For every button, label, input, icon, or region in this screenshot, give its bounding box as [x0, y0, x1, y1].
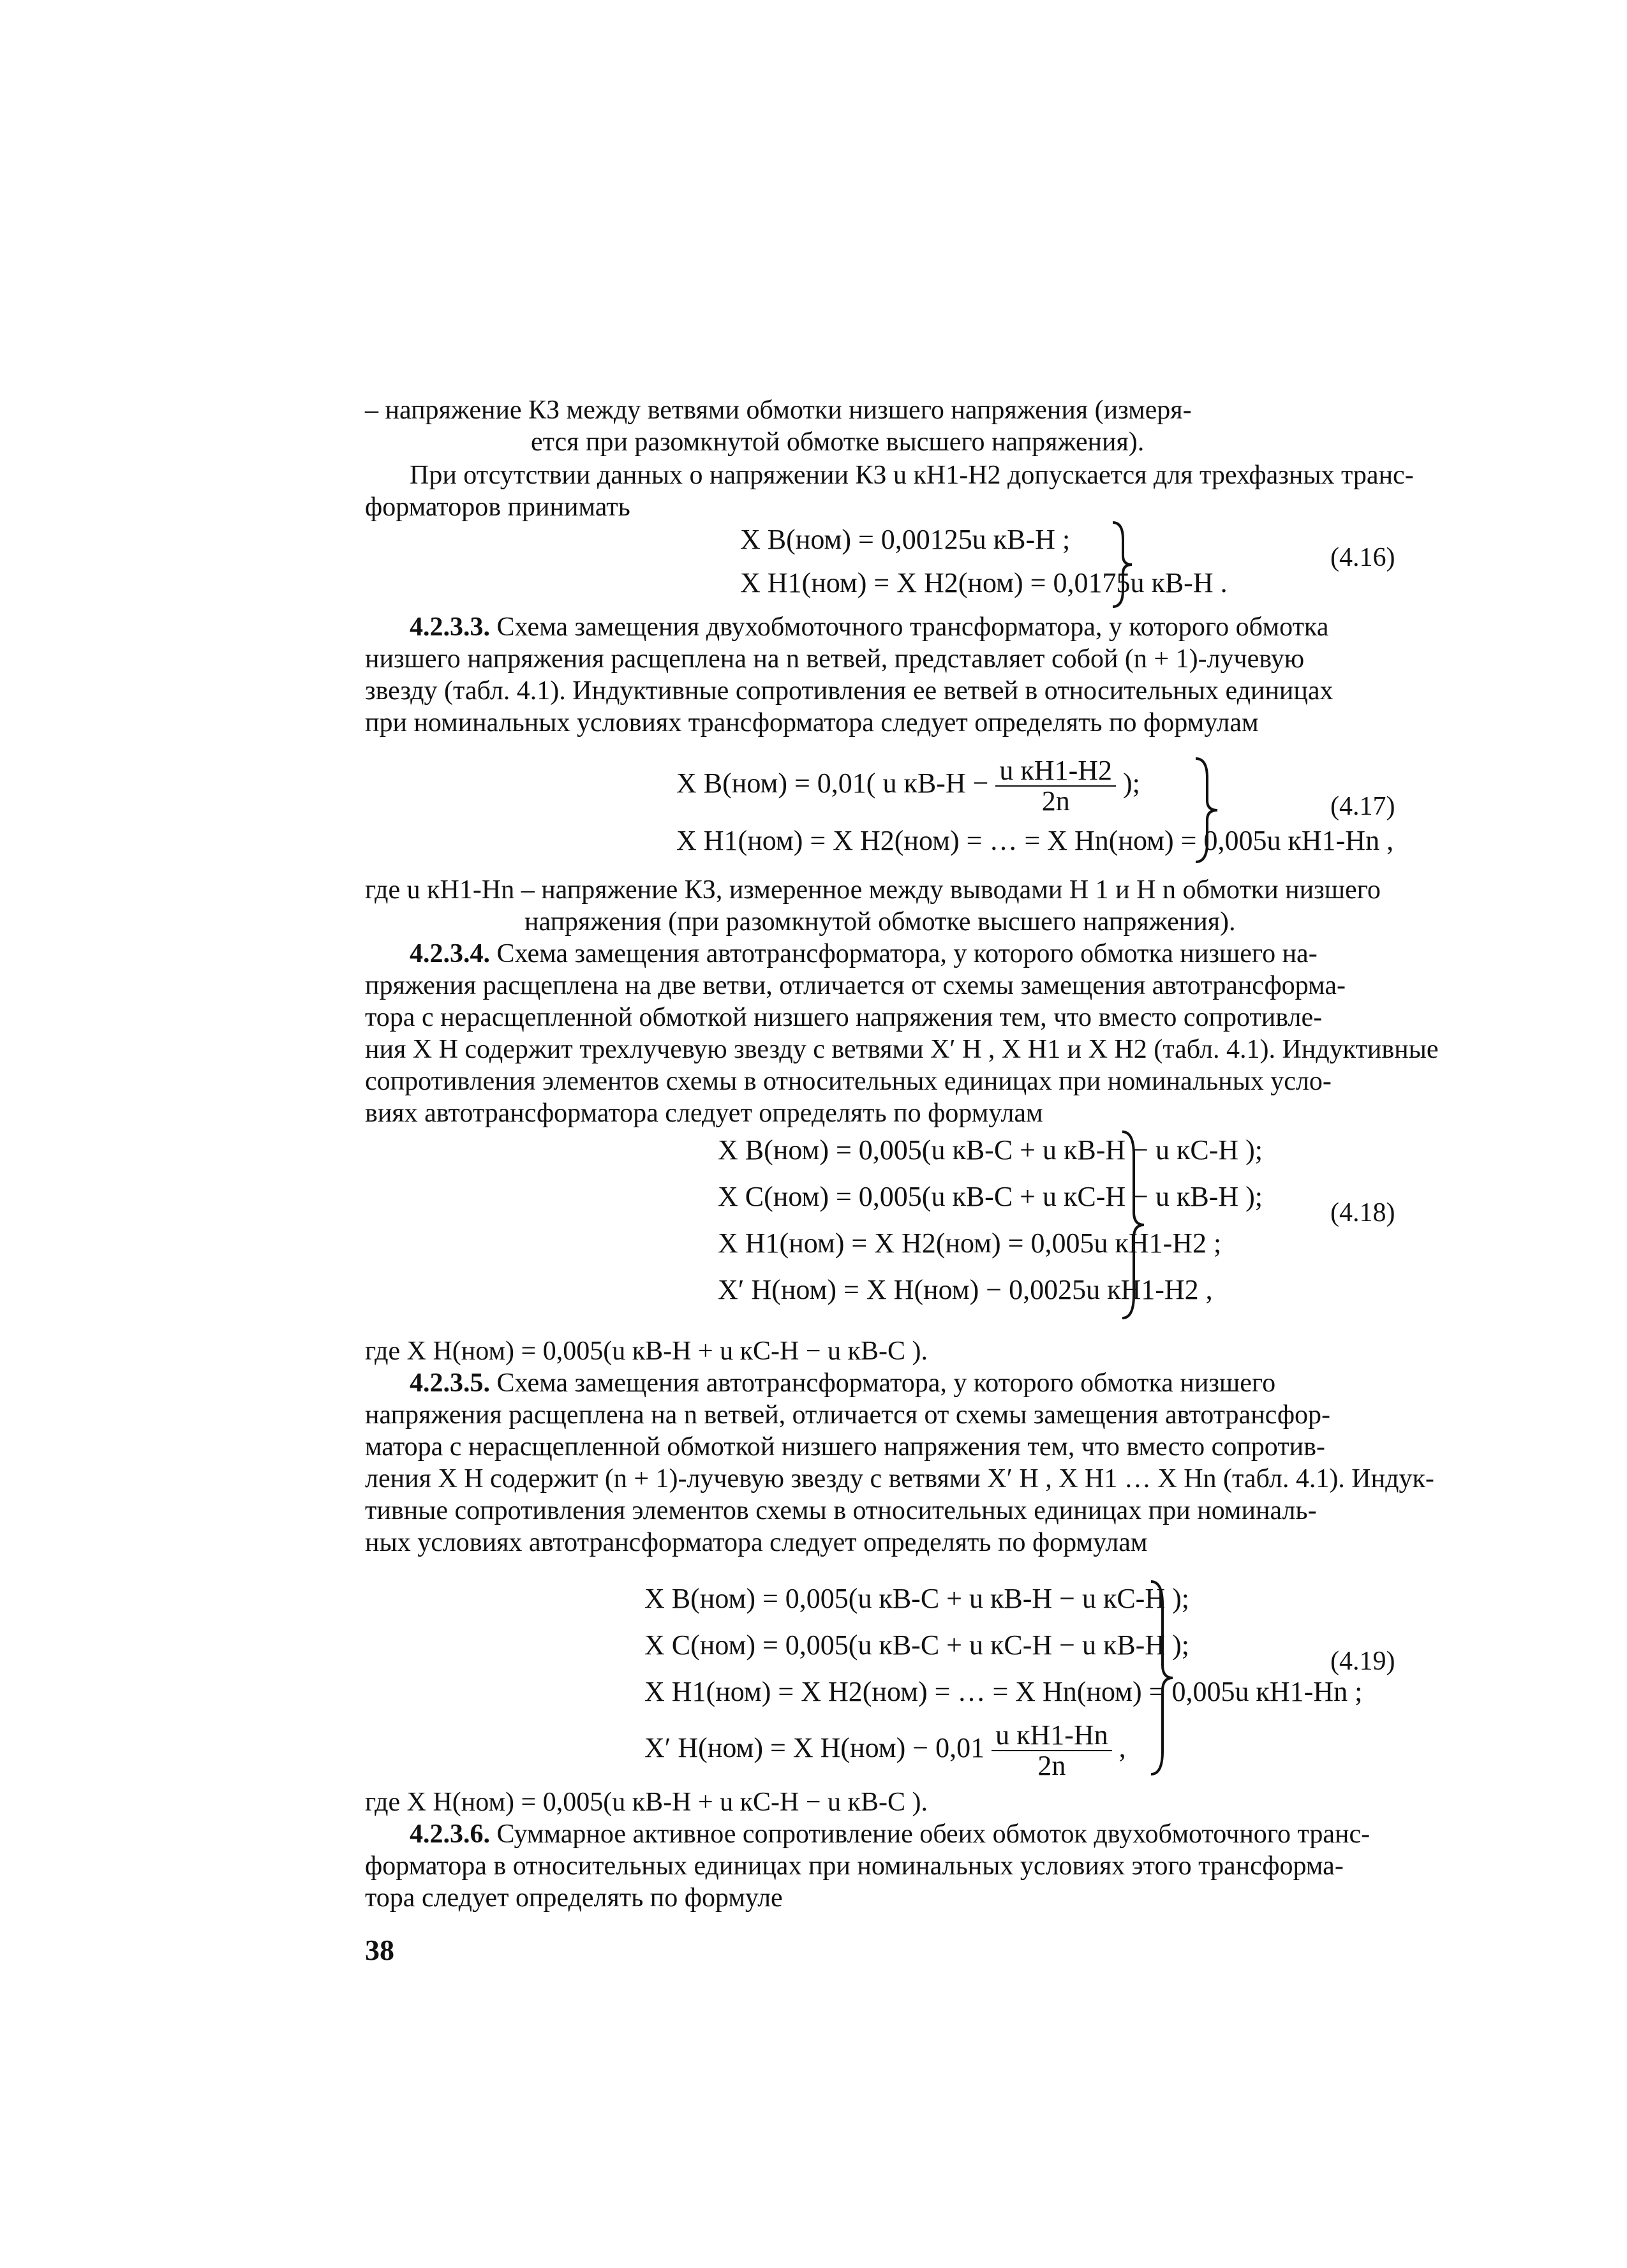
where-line: где X Н(ном) = 0,005(u кВ-Н + u кС-Н − u кВ-С ).: [365, 1788, 928, 1817]
equation-4-16-line1: X В(ном) = 0,00125u кВ-Н ;: [740, 524, 1071, 555]
equation-4-19-line2: X С(ном) = 0,005(u кВ-С + u кС-Н − u кВ-Н );: [644, 1629, 1189, 1661]
equation-4-19-line3: X Н1(ном) = X Н2(ном) = … = X Нn(ном) = 0,005u кН1-Нn ;: [644, 1676, 1363, 1707]
equation-4-19-line1: X В(ном) = 0,005(u кВ-С + u кВ-Н − u кС-Н );: [644, 1583, 1189, 1614]
section-line: звезду (табл. 4.1). Индуктивные сопротивления ее ветвей в относительных единицах: [365, 676, 1334, 706]
equation-4-18-line2: X С(ном) = 0,005(u кВ-С + u кС-Н − u кВ-Н );: [718, 1181, 1263, 1212]
equation-4-18-line1: X В(ном) = 0,005(u кВ-С + u кВ-Н − u кС-Н );: [718, 1134, 1263, 1166]
right-brace-icon: [1120, 1129, 1148, 1321]
equation-text: X′ Н(ном) = X Н(ном) − 0,01: [644, 1732, 985, 1764]
section-line: сопротивления элементов схемы в относительных единицах при номинальных усло-: [365, 1067, 1332, 1096]
fraction-numerator: u кН1-Нn: [992, 1721, 1112, 1751]
equation-4-19-line4: [644, 1721, 1126, 1781]
section-text: Схема замещения автотрансформатора, у которого обмотка низшего на-: [496, 939, 1318, 968]
section-line: форматора в относительных единицах при номинальных условиях этого трансформа-: [365, 1851, 1344, 1881]
section-line: тора следует определять по формуле: [365, 1883, 783, 1913]
equation-4-16-line2: X Н1(ном) = X Н2(ном) = 0,0175u кВ-Н .: [740, 567, 1228, 598]
section-4-2-3-6: [365, 1818, 1399, 1914]
equation-text: ,: [1118, 1732, 1126, 1764]
equation-number: (4.19): [1330, 1647, 1395, 1676]
fraction-denominator: 2n: [1037, 1750, 1066, 1781]
definition-line: напряжения (при разомкнутой обмотке высшего напряжения).: [524, 907, 1236, 937]
fraction: [992, 1721, 1112, 1781]
equation-text: );: [1123, 767, 1140, 799]
section-line: тора с нерасщепленной обмоткой низшего напряжения тем, что вместо сопротивле-: [365, 1003, 1323, 1032]
right-brace-icon: [1110, 520, 1136, 609]
section-line: тивные сопротивления элементов схемы в относительных единицах при номиналь-: [365, 1496, 1317, 1525]
section-line: напряжения расщеплена на n ветвей, отличается от схемы замещения автотрансфор-: [365, 1400, 1331, 1430]
section-4-2-3-3: [365, 611, 1399, 739]
section-line: пряжения расщеплена на две ветви, отличается от схемы замещения автотрансформа-: [365, 971, 1346, 1000]
equation-4-17-line1: [676, 756, 1140, 816]
section-line: при номинальных условиях трансформатора следует определять по формулам: [365, 708, 1259, 737]
section-line: ных условиях автотрансформатора следует определять по формулам: [365, 1528, 1148, 1557]
equation-number: (4.18): [1330, 1198, 1395, 1227]
fraction-numerator: u кН1-Н2: [995, 756, 1116, 787]
section-line: ления X Н содержит (n + 1)-лучевую звезду с ветвями X′ Н , X Н1 … X Нn (табл. 4.1). Индук-: [365, 1464, 1434, 1493]
section-line: [365, 1367, 1399, 1399]
equation-text: X В(ном) = 0,01( u кВ-Н −: [676, 767, 989, 799]
equation-4-17-line2: X Н1(ном) = X Н2(ном) = … = X Нn(ном) = 0,005u кН1-Нn ,: [676, 825, 1394, 856]
section-text: Схема замещения двухобмоточного трансформатора, у которого обмотка: [496, 612, 1329, 642]
section-number: 4.2.3.4.: [410, 939, 490, 968]
section-text: Схема замещения автотрансформатора, у которого обмотка низшего: [496, 1368, 1276, 1398]
section-number: 4.2.3.5.: [410, 1368, 490, 1398]
fraction-denominator: 2n: [1041, 785, 1070, 817]
section-line: [365, 938, 1399, 970]
section-number: 4.2.3.3.: [410, 612, 490, 642]
paragraph-line: форматоров принимать: [365, 493, 630, 522]
where-4-18: [365, 1335, 1399, 1367]
definition-u-kh1-h2: [365, 394, 1399, 458]
section-4-2-3-4: [365, 938, 1439, 1129]
section-line: ния X Н содержит трехлучевую звезду с ветвями X′ Н , X Н1 и X Н2 (табл. 4.1). Индуктивные: [365, 1035, 1439, 1064]
definition-line: ется при разомкнутой обмотке высшего напряжения).: [531, 427, 1145, 457]
right-brace-icon: [1193, 756, 1221, 864]
paragraph-no-data: [365, 459, 1414, 523]
where-4-19: [365, 1786, 1399, 1818]
section-4-2-3-5: [365, 1367, 1434, 1559]
equation-number: (4.17): [1330, 792, 1395, 821]
equation-4-18-line3: X Н1(ном) = X Н2(ном) = 0,005u кН1-Н2 ;: [718, 1227, 1222, 1259]
fraction: [995, 756, 1116, 816]
paragraph-line: При отсутствии данных о напряжении КЗ u кН1-Н2 допускается для трехфазных транс-: [410, 461, 1414, 490]
section-text: Суммарное активное сопротивление обеих обмоток двухобмоточного транс-: [496, 1820, 1371, 1849]
section-line: низшего напряжения расщеплена на n ветвей, представляет собой (n + 1)-лучевую: [365, 644, 1305, 674]
where-line: где X Н(ном) = 0,005(u кВ-Н + u кС-Н − u кВ-С ).: [365, 1337, 928, 1366]
section-line: [365, 1818, 1399, 1850]
page-number: 38: [365, 1934, 394, 1966]
equation-number: (4.16): [1330, 543, 1395, 572]
section-line: [365, 611, 1399, 643]
equation-4-18-line4: X′ Н(ном) = X Н(ном) − 0,0025u кН1-Н2 ,: [718, 1274, 1213, 1305]
definition-line: – напряжение КЗ между ветвями обмотки низшего напряжения (измеря-: [365, 396, 1192, 425]
right-brace-icon: [1148, 1579, 1177, 1777]
definition-u-kh1-hn: [365, 874, 1399, 938]
definition-line: где u кН1-Нn – напряжение КЗ, измеренное между выводами H 1 и H n обмотки низшего: [365, 875, 1381, 905]
section-line: матора с нерасщепленной обмоткой низшего напряжения тем, что вместо сопротив-: [365, 1432, 1325, 1462]
section-number: 4.2.3.6.: [410, 1820, 490, 1849]
section-line: виях автотрансформатора следует определять по формулам: [365, 1099, 1043, 1128]
